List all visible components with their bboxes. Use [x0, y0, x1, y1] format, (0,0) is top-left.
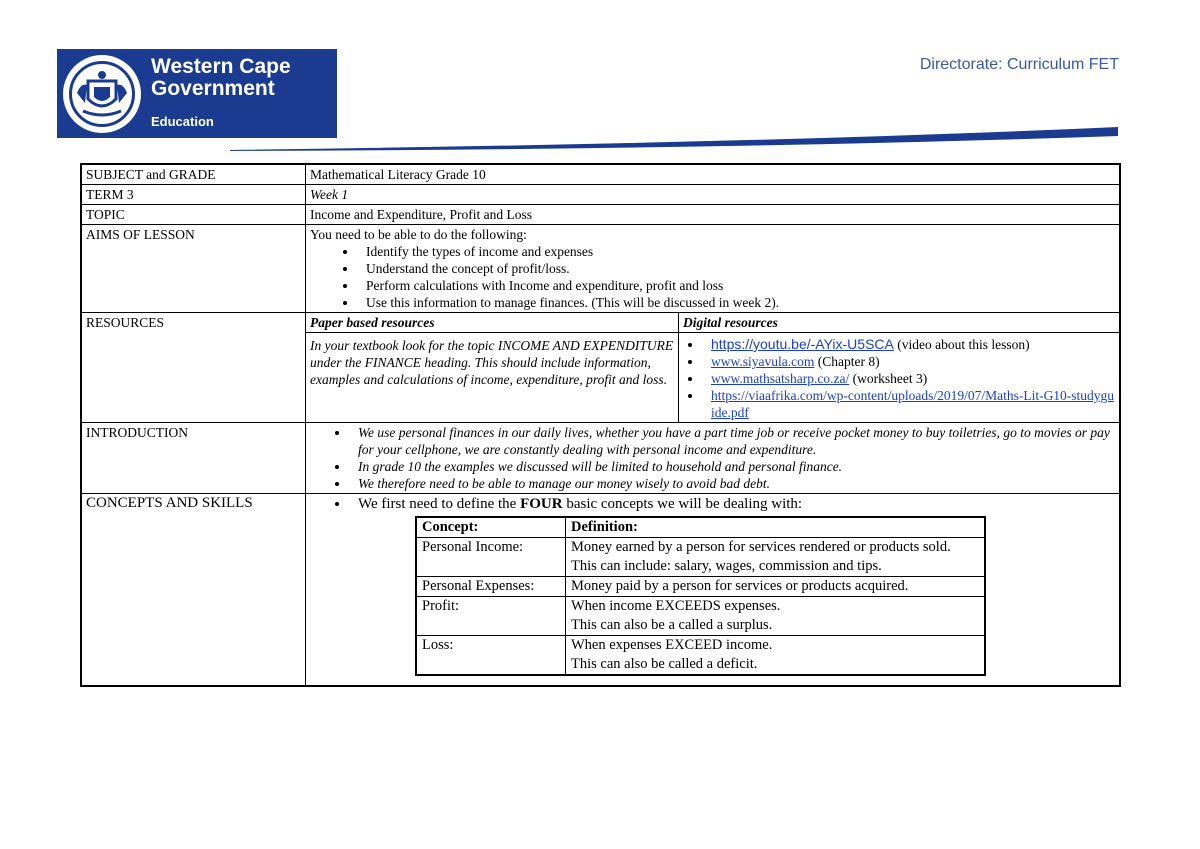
row-label: TOPIC	[81, 205, 306, 225]
table-row	[416, 597, 985, 636]
concepts-intro-text: We first need to define the	[358, 496, 521, 512]
list-item: • We therefore need to be able to manage our money wisely to avoid bad debt.	[350, 475, 1115, 492]
term-value: Week 1	[306, 185, 1121, 205]
table-row	[81, 423, 1120, 494]
aims-list	[310, 243, 1115, 311]
table-row	[416, 538, 985, 577]
table-row	[81, 185, 1120, 205]
concepts-table	[415, 516, 986, 676]
table-row	[416, 636, 985, 676]
concepts-intro-bold: FOUR	[520, 496, 563, 512]
list-item: • Use this information to manage finances. (This will be discussed in week 2).	[358, 294, 1115, 311]
table-row	[81, 494, 1120, 687]
list-item: • Identify the types of income and expenses	[358, 243, 1115, 260]
link-note: (video about this lesson)	[893, 337, 1030, 352]
table-row	[81, 205, 1120, 225]
list-item	[703, 387, 1115, 421]
subject-value: Mathematical Literacy Grade 10	[306, 164, 1121, 185]
list-item	[703, 336, 1115, 353]
table-row	[81, 313, 1120, 333]
row-label: AIMS OF LESSON	[81, 225, 306, 313]
concepts-cell	[306, 494, 1121, 687]
org-name: Western Cape Government	[151, 55, 291, 100]
row-label: TERM 3	[81, 185, 306, 205]
directorate-title: Directorate: Curriculum FET	[919, 56, 1119, 73]
definition-cell: Money paid by a person for services or products acquired.	[566, 577, 986, 597]
definition-cell: When expenses EXCEED income. This can also be called a deficit.	[566, 636, 986, 676]
concept-cell: Loss:	[416, 636, 566, 676]
definition-cell: When income EXCEEDS expenses. This can also be a called a surplus.	[566, 597, 986, 636]
aims-cell	[306, 225, 1121, 313]
list-item	[703, 370, 1115, 387]
list-item	[350, 495, 1115, 514]
concepts-intro-list	[310, 495, 1115, 514]
org-department: Education	[151, 114, 214, 129]
concept-cell: Profit:	[416, 597, 566, 636]
concept-cell: Personal Income:	[416, 538, 566, 577]
concepts-intro-text: basic concepts we will be dealing with:	[562, 496, 803, 512]
introduction-cell	[306, 423, 1121, 494]
mathsatsharp-link[interactable]: www.mathsatsharp.co.za/	[711, 371, 850, 386]
row-label: CONCEPTS AND SKILLS	[81, 494, 306, 687]
digital-resources-heading: Digital resources	[679, 313, 1121, 333]
link-note: (Chapter 8)	[814, 354, 880, 369]
list-item: • We use personal finances in our daily lives, whether you have a part time job or receive pocket money to buy toiletries, go to movies or pay for your cellphone, we are constantly dealing with personal income and expenditure.	[350, 424, 1115, 458]
list-item	[703, 353, 1115, 370]
link-note: (worksheet 3)	[849, 371, 928, 386]
coat-of-arms-icon	[63, 55, 141, 133]
concept-cell: Personal Expenses:	[416, 577, 566, 597]
row-label: INTRODUCTION	[81, 423, 306, 494]
siyavula-link[interactable]: www.siyavula.com	[711, 354, 815, 369]
column-header: Concept:	[416, 517, 566, 538]
paper-resources-heading: Paper based resources	[306, 313, 679, 333]
table-row	[81, 225, 1120, 313]
list-item: • Understand the concept of profit/loss.	[358, 260, 1115, 277]
row-label: SUBJECT and GRADE	[81, 164, 306, 185]
topic-value: Income and Expenditure, Profit and Loss	[306, 205, 1121, 225]
column-header: Definition:	[566, 517, 986, 538]
digital-resources-list	[683, 336, 1115, 421]
list-item: • Perform calculations with Income and expenditure, profit and loss	[358, 277, 1115, 294]
table-row	[81, 164, 1120, 185]
table-row	[416, 577, 985, 597]
table-header-row	[416, 517, 985, 538]
list-item: • In grade 10 the examples we discussed will be limited to household and personal finance.	[350, 458, 1115, 475]
introduction-list	[310, 424, 1115, 492]
definition-cell: Money earned by a person for services rendered or products sold. This can include: salary, wages, commission and tips.	[566, 538, 986, 577]
header-swoosh	[230, 124, 1120, 152]
row-label: RESOURCES	[81, 313, 306, 423]
aims-intro: You need to be able to do the following:	[310, 227, 527, 242]
viaafrika-link[interactable]: https://viaafrika.com/wp-content/uploads/2019/07/Maths-Lit-G10-studyguide.pdf	[711, 388, 1115, 420]
digital-resources-cell	[679, 333, 1121, 423]
lesson-table	[80, 163, 1121, 687]
paper-resources-text: In your textbook look for the topic INCOME AND EXPENDITURE under the FINANCE heading. This should include information, examples and calculations of income, expenditure, profit and loss.	[306, 333, 679, 423]
youtube-link[interactable]: https://youtu.be/-AYix-U5SCA	[711, 336, 894, 352]
